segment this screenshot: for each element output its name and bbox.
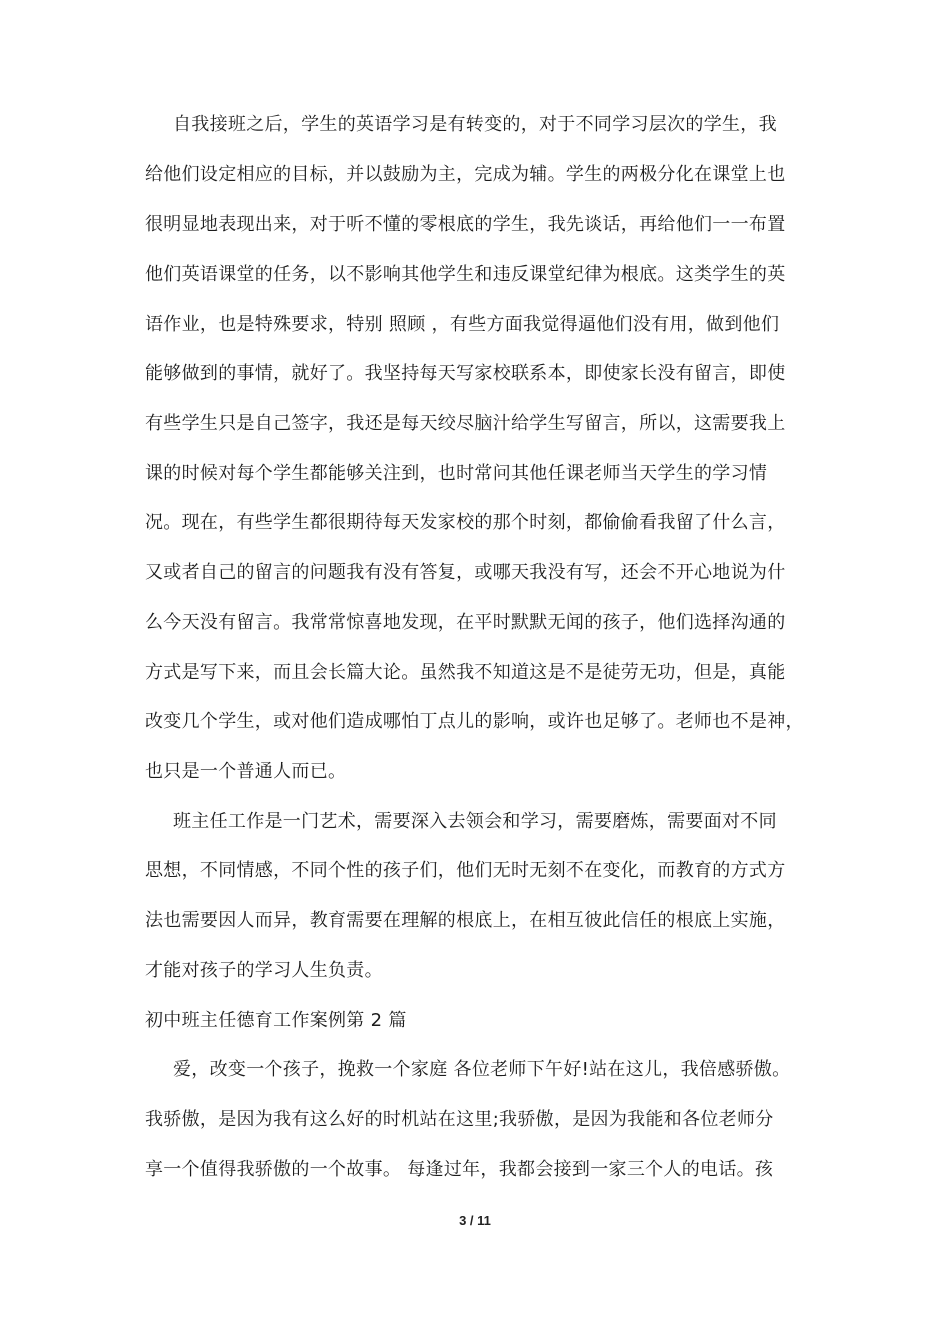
text-line: 方式是写下来，而且会长篇大论。虽然我不知道这是不是徒劳无功，但是，真能 (145, 662, 786, 683)
text-line: 自我接班之后，学生的英语学习是有转变的，对于不同学习层次的学生，我 (173, 114, 777, 135)
text-line: 么今天没有留言。我常常惊喜地发现，在平时默默无闻的孩子，他们选择沟通的 (145, 612, 786, 633)
text-line: 思想，不同情感，不同个性的孩子们，他们无时无刻不在变化，而教育的方式方 (145, 860, 786, 881)
text-line: 能够做到的事情，就好了。我坚持每天写家校联系本，即使家长没有留言，即使 (145, 363, 786, 384)
text-line: 况。现在，有些学生都很期待每天发家校的那个时刻，都偷偷看我留了什么言， (145, 512, 786, 533)
text-line: 改变几个学生，或对他们造成哪怕丁点儿的影响，或许也足够了。老师也不是神， (145, 711, 804, 732)
text-line: 班主任工作是一门艺术，需要深入去领会和学习，需要磨炼，需要面对不同 (173, 811, 777, 832)
text-line: 给他们设定相应的目标，并以鼓励为主，完成为辅。学生的两极分化在课堂上也 (145, 164, 786, 185)
text-line: 享一个值得我骄傲的一个故事。 每逢过年，我都会接到一家三个人的电话。孩 (145, 1159, 774, 1180)
page-number: 3 / 11 (459, 1213, 491, 1228)
text-line: 法也需要因人而异，教育需要在理解的根底上，在相互彼此信任的根底上实施， (145, 910, 786, 931)
text-line: 课的时候对每个学生都能够关注到，也时常问其他任课老师当天学生的学习情 (145, 463, 768, 484)
section-heading: 初中班主任德育工作案例第 2 篇 (145, 1010, 407, 1031)
text-line: 语作业，也是特殊要求，特别 照顾 ，有些方面我觉得逼他们没有用，做到他们 (145, 314, 780, 335)
text-line: 爱，改变一个孩子，挽救一个家庭 各位老师下午好!站在这儿，我倍感骄傲。 (173, 1059, 791, 1080)
text-line: 有些学生只是自己签字，我还是每天绞尽脑汁给学生写留言，所以，这需要我上 (145, 413, 786, 434)
text-line: 也只是一个普通人而已。 (145, 761, 347, 782)
text-line: 才能对孩子的学习人生负责。 (145, 960, 383, 981)
text-line: 他们英语课堂的任务，以不影响其他学生和违反课堂纪律为根底。这类学生的英 (145, 264, 786, 285)
text-line: 很明显地表现出来，对于听不懂的零根底的学生，我先谈话，再给他们一一布置 (145, 214, 786, 235)
text-line: 我骄傲，是因为我有这么好的时机站在这里;我骄傲，是因为我能和各位老师分 (145, 1109, 774, 1130)
text-line: 又或者自己的留言的问题我有没有答复，或哪天我没有写，还会不开心地说为什 (145, 562, 786, 583)
